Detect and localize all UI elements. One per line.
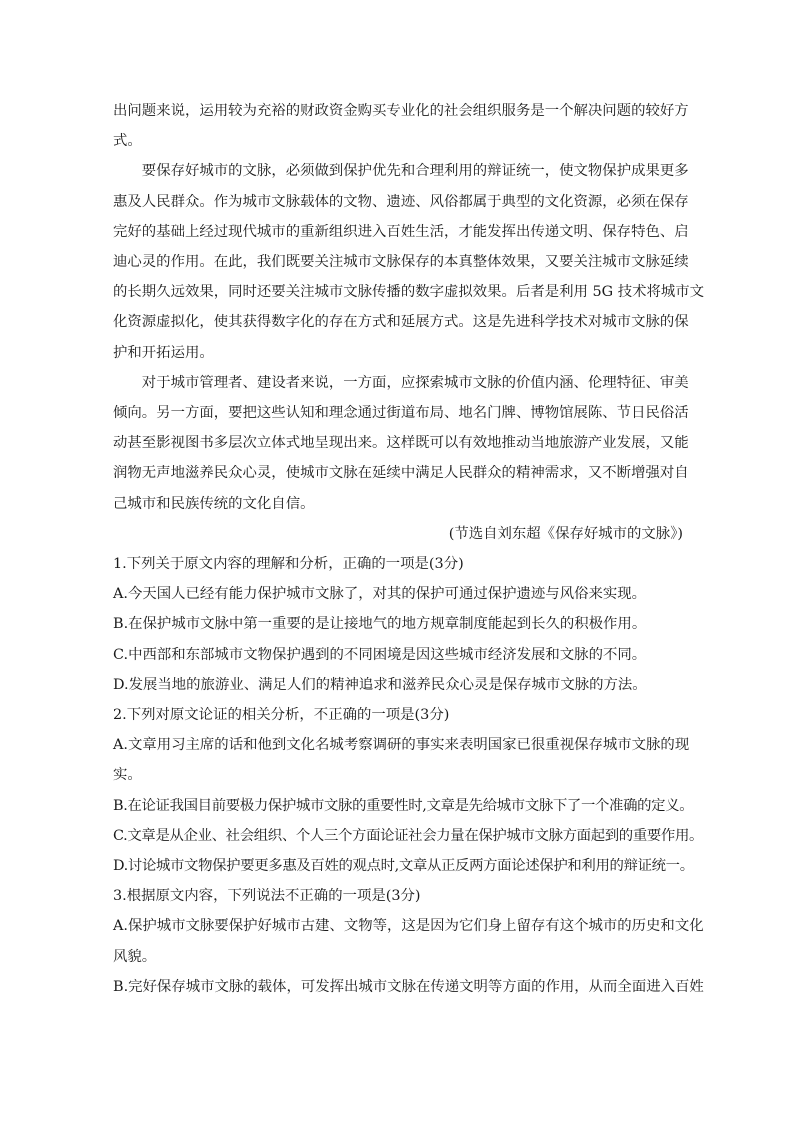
option-a[interactable] xyxy=(113,579,683,609)
option-text: B.完好保存城市文脉的载体，可发挥出城市文脉在传递文明等方面的作用，从而全面进入百姓 xyxy=(113,978,704,995)
text-line: 润物无声地滋养民众心灵，使城市文脉在延续中满足人民群众的精神需求，又不断增强对自 xyxy=(113,465,689,482)
option-a[interactable] xyxy=(113,730,690,790)
passage-paragraph-0 xyxy=(113,96,689,156)
document-page xyxy=(113,96,705,1002)
question-2 xyxy=(113,700,704,881)
option-text: A.文章用习主席的话和他到文化名城考察调研的事实来表明国家已很重视保存城市文脉的现 xyxy=(113,737,690,754)
option-d[interactable] xyxy=(113,851,694,881)
option-b[interactable] xyxy=(113,972,704,1002)
passage-paragraph-1 xyxy=(113,156,705,367)
passage-paragraph-2 xyxy=(113,368,689,519)
option-text: D.讨论城市文物保护要更多惠及百姓的观点时,文章从正反两方面论述保护和利用的辩证统一。 xyxy=(113,858,694,875)
text-line: 迪心灵的作用。在此，我们既要关注城市文脉保存的本真整体效果，又要关注城市文脉延续 xyxy=(113,254,689,271)
option-text: C.中西部和东部城市文物保护遇到的不同困境是因这些城市经济发展和文脉的不同。 xyxy=(113,646,647,663)
source-citation: (节选自刘东超《保存好城市的文脉》) xyxy=(448,525,683,542)
text-line: 的长期久远效果，同时还要关注城市文脉传播的数字虚拟效果。后者是利用 5G 技术将城市文 xyxy=(113,284,705,301)
option-text: D.发展当地的旅游业、满足人们的精神追求和滋养民众心灵是保存城市文脉的方法。 xyxy=(113,676,647,693)
option-text: 实。 xyxy=(113,767,142,784)
option-text: A.保护城市文脉要保护好城市古建、文物等，这是因为它们身上留存有这个城市的历史和文化 xyxy=(113,918,704,935)
text-line: 式。 xyxy=(113,133,142,150)
option-text: B.在论证我国目前要极力保护城市文脉的重要性时,文章是先给城市文脉下了一个准确的定义。 xyxy=(113,797,694,814)
question-3 xyxy=(113,881,704,1002)
text-line: 要保存好城市的文脉，必须做到保护优先和合理利用的辩证统一，使文物保护成果更多 xyxy=(141,163,689,180)
question-stem: 1.下列关于原文内容的理解和分析，正确的一项是(3分) xyxy=(113,556,464,573)
text-line: 对于城市管理者、建设者来说，一方面，应探索城市文脉的价值内涵、伦理特征、审美 xyxy=(141,374,689,391)
text-line: 动甚至影视图书多层次立体式地呈现出来。这样既可以有效地推动当地旅游产业发展，又能 xyxy=(113,435,689,452)
text-line: 完好的基础上经过现代城市的重新组织进入百姓生活，才能发挥出传递文明、保存特色、启 xyxy=(113,223,689,240)
text-line: 倾向。另一方面，要把这些认知和理念通过街道布局、地名门牌、博物馆展陈、节日民俗活 xyxy=(113,405,689,422)
text-line: 出问题来说，运用较为充裕的财政资金购买专业化的社会组织服务是一个解决问题的较好方 xyxy=(113,103,689,119)
text-line: 化资源虚拟化，使其获得数字化的存在方式和延展方式。这是先进科学技术对城市文脉的保 xyxy=(113,314,689,331)
question-stem: 3.根据原文内容，下列说法不正确的一项是(3分) xyxy=(113,888,421,905)
option-text: A.今天国人已经有能力保护城市文脉了，对其的保护可通过保护遗迹与风俗来实现。 xyxy=(113,586,647,603)
option-b[interactable] xyxy=(113,609,683,639)
text-line: 己城市和民族传统的文化自信。 xyxy=(113,495,315,512)
option-b[interactable] xyxy=(113,791,694,821)
question-stem: 2.下列对原文论证的相关分析，不正确的一项是(3分) xyxy=(113,707,450,724)
option-a[interactable] xyxy=(113,911,704,971)
text-line: 护和开拓运用。 xyxy=(113,344,214,361)
question-1 xyxy=(113,549,683,700)
option-text: C.文章是从企业、社会组织、个人三个方面论证社会力量在保护城市文脉方面起到的重要作用。 xyxy=(113,827,704,844)
option-text: 风貌。 xyxy=(113,948,157,965)
option-text: B.在保护城市文脉中第一重要的是让接地气的地方规章制度能起到长久的积极作用。 xyxy=(113,616,647,633)
option-d[interactable] xyxy=(113,670,683,700)
text-line: 惠及人民群众。作为城市文脉载体的文物、遗迹、风俗都属于典型的文化资源，必须在保存 xyxy=(113,193,689,210)
option-c[interactable] xyxy=(113,821,704,851)
option-c[interactable] xyxy=(113,640,683,670)
